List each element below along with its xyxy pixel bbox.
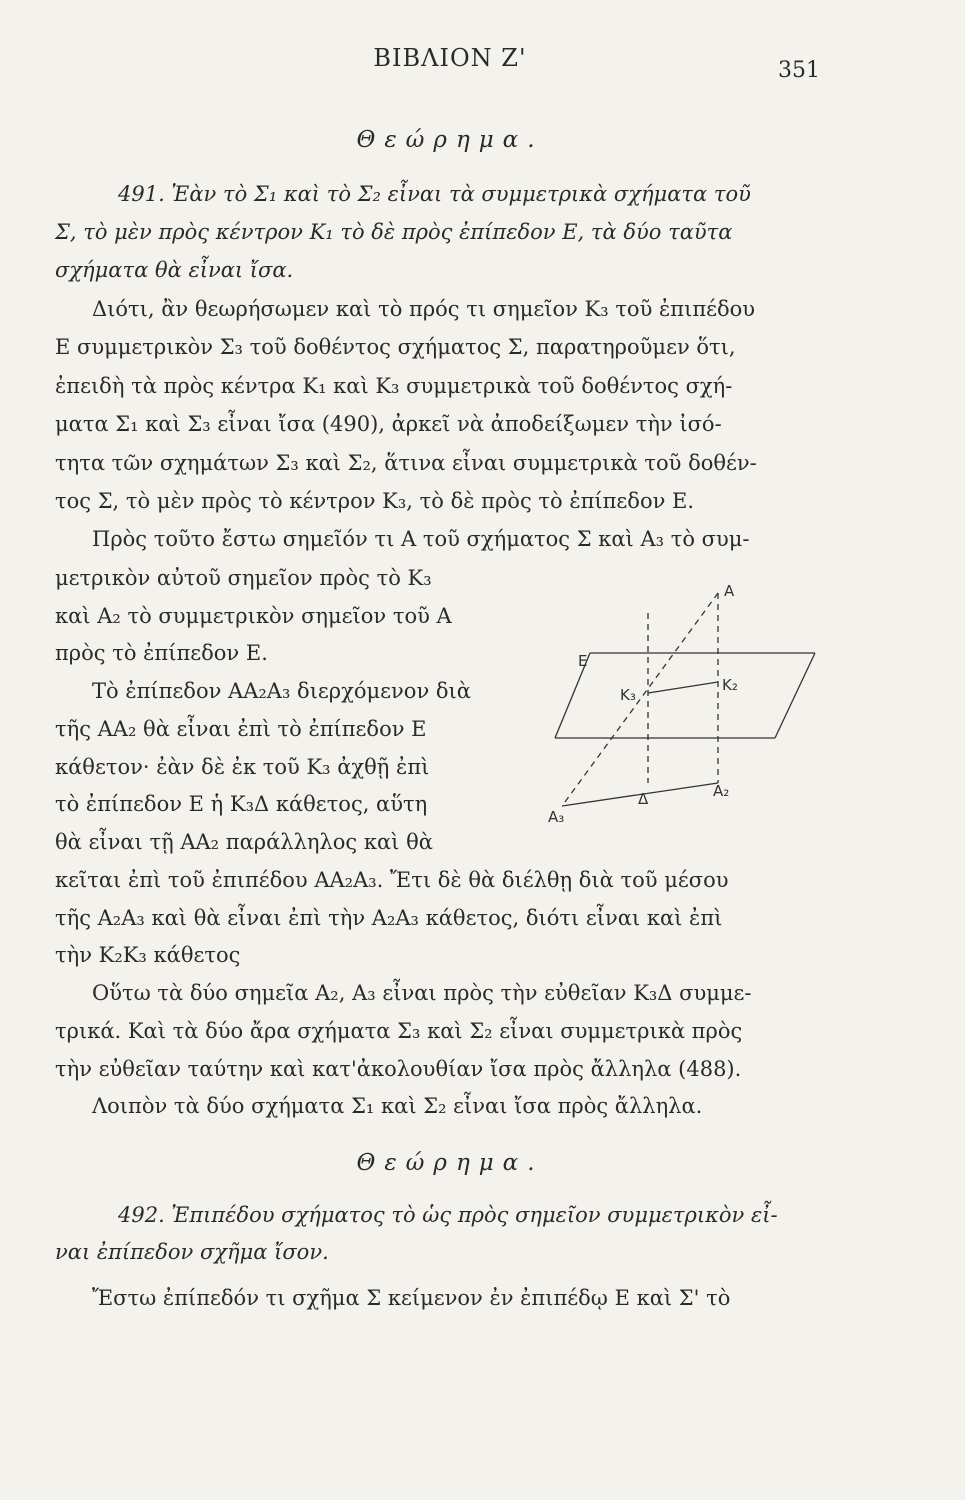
text-line: τὴν Κ₂Κ₃ κάθετος	[55, 943, 241, 967]
text-line: τρικά. Καὶ τὰ δύο ἄρα σχήματα Σ₃ καὶ Σ₂ εἶναι συμμετρικὰ πρὸς	[55, 1019, 743, 1043]
text-line: τος Σ, τὸ μὲν πρὸς τὸ κέντρον Κ₃, τὸ δὲ πρὸς τὸ ἐπίπεδον Ε.	[55, 489, 695, 513]
text-line: μετρικὸν αὐτοῦ σημεῖον πρὸς τὸ Κ₃	[55, 566, 432, 590]
plane-edge	[775, 653, 815, 738]
point-label: Ε	[578, 652, 588, 670]
text-line: σχήματα θὰ εἶναι ἴσα.	[55, 258, 294, 282]
text-line: Ε συμμετρικὸν Σ₃ τοῦ δοθέντος σχήματος Σ, παρατηροῦμεν ὅτι,	[55, 335, 736, 359]
text-line: τὴν εὐθεῖαν ταύτην καὶ κατ'ἀκολουθίαν ἴσα πρὸς ἄλληλα (488).	[55, 1057, 742, 1081]
point-label: Α	[724, 582, 735, 600]
text-line: Ἔστω ἐπίπεδόν τι σχῆμα Σ κείμενον ἐν ἐπιπέδῳ Ε καὶ Σ' τὸ	[92, 1286, 731, 1310]
text-line: πρὸς τὸ ἐπίπεδον Ε.	[55, 641, 268, 665]
theorem-heading: Θεώρημα.	[356, 127, 544, 153]
text-line: τητα τῶν σχημάτων Σ₃ καὶ Σ₂, ἅτινα εἶναι συμμετρικὰ τοῦ δοθέν-	[55, 451, 757, 475]
running-header: ΒΙΒΛΙΟΝ Ζ'	[373, 44, 527, 72]
point-label: Κ₃	[620, 686, 636, 704]
text-line: ματα Σ₁ καὶ Σ₃ εἶναι ἴσα (490), ἀρκεῖ νὰ ἀποδείξωμεν τὴν ἰσό-	[55, 412, 722, 436]
point-label: Α₂	[713, 782, 730, 800]
theorem-heading: Θεώρημα.	[356, 1150, 544, 1176]
text-line: 491. Ἐὰν τὸ Σ₁ καὶ τὸ Σ₂ εἶναι τὰ συμμετρικὰ σχήματα τοῦ	[118, 182, 751, 206]
segment-k3-k2	[648, 682, 718, 693]
text-line: Λοιπὸν τὰ δύο σχήματα Σ₁ καὶ Σ₂ εἶναι ἴσα πρὸς ἄλληλα.	[92, 1094, 703, 1118]
point-label: Δ	[638, 790, 649, 808]
text-line: θὰ εἶναι τῇ ΑΑ₂ παράλληλος καὶ θὰ	[55, 830, 433, 854]
text-line: κεῖται ἐπὶ τοῦ ἐπιπέδου ΑΑ₂Α₃. Ἔτι δὲ θὰ διέλθῃ διὰ τοῦ μέσου	[55, 868, 729, 892]
text-line: καὶ Α₂ τὸ συμμετρικὸν σημεῖον τοῦ Α	[55, 604, 452, 628]
text-line: 492. Ἐπιπέδου σχήματος τὸ ὡς πρὸς σημεῖον συμμετρικὸν εἶ-	[118, 1203, 778, 1227]
point-label: Α₃	[548, 808, 565, 823]
text-line: Τὸ ἐπίπεδον ΑΑ₂Α₃ διερχόμενον διὰ	[92, 679, 471, 703]
text-line: ναι ἐπίπεδον σχῆμα ἴσον.	[55, 1240, 329, 1264]
page-number: 351	[778, 58, 820, 83]
segment-a-a3	[562, 593, 718, 806]
text-line: ἐπειδὴ τὰ πρὸς κέντρα Κ₁ καὶ Κ₃ συμμετρικὰ τοῦ δοθέντος σχή-	[55, 374, 733, 398]
text-line: Πρὸς τοῦτο ἔστω σημεῖόν τι Α τοῦ σχήματος Σ καὶ Α₃ τὸ συμ-	[92, 527, 750, 551]
text-line: Διότι, ἂν θεωρήσωμεν καὶ τὸ πρός τι σημεῖον Κ₃ τοῦ ἐπιπέδου	[92, 297, 756, 321]
text-line: κάθετον· ἐὰν δὲ ἐκ τοῦ Κ₃ ἀχθῇ ἐπὶ	[55, 755, 430, 779]
text-line: Οὕτω τὰ δύο σημεῖα Α₂, Α₃ εἶναι πρὸς τὴν εὐθεῖαν Κ₃Δ συμμε-	[92, 981, 752, 1005]
text-line: τὸ ἐπίπεδον Ε ἡ Κ₃Δ κάθετος, αὕτη	[55, 792, 428, 816]
point-label: Κ₂	[722, 676, 738, 694]
text-line: τῆς ΑΑ₂ θὰ εἶναι ἐπὶ τὸ ἐπίπεδον Ε	[55, 717, 427, 741]
text-line: τῆς Α₂Α₃ καὶ θὰ εἶναι ἐπὶ τὴν Α₂Α₃ κάθετος, διότι εἶναι καὶ ἐπὶ	[55, 906, 723, 930]
text-line: Σ, τὸ μὲν πρὸς κέντρον Κ₁ τὸ δὲ πρὸς ἐπίπεδον Ε, τὰ δύο ταῦτα	[55, 220, 733, 244]
geometry-figure	[540, 578, 830, 823]
